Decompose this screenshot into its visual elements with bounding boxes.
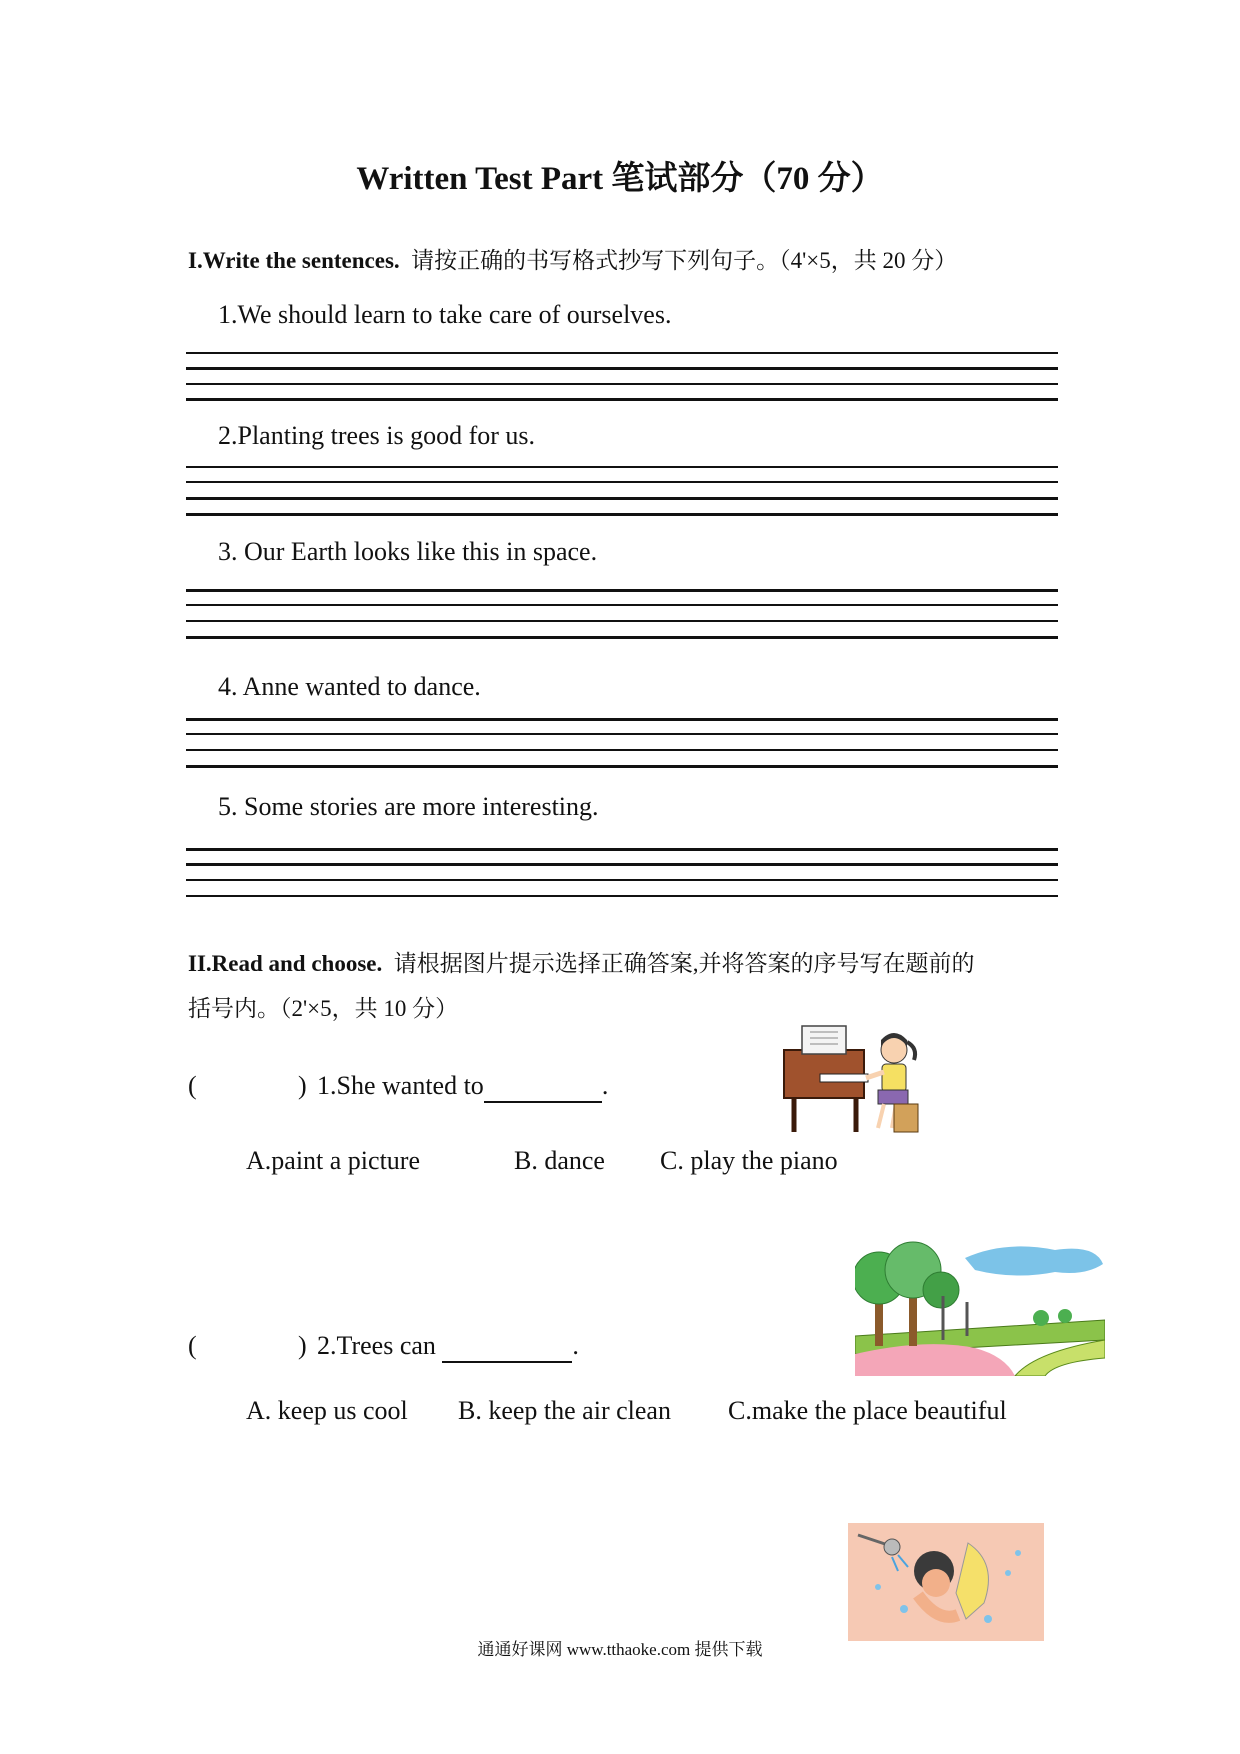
question-2-option-c: C.make the place beautiful: [728, 1396, 1007, 1425]
question-2-answer-slot[interactable]: [200, 1330, 290, 1364]
page-title: Written Test Part 笔试部分（70 分）: [356, 161, 884, 197]
girl-playing-piano-image: [780, 1020, 930, 1138]
writing-lines-4[interactable]: [186, 718, 1058, 768]
park-with-trees-image: [855, 1236, 1105, 1376]
question-2-text: 2.Trees can: [317, 1331, 436, 1360]
sentence-1: 1.We should learn to take care of ourselves.: [218, 300, 672, 329]
writing-lines-5[interactable]: [186, 848, 1058, 898]
question-2: [317, 1331, 579, 1363]
question-2-end: .: [572, 1331, 579, 1360]
sentence-5: 5. Some stories are more interesting.: [218, 792, 599, 821]
section1-label: I.Write the sentences.: [188, 248, 400, 273]
writing-lines-2[interactable]: [186, 466, 1058, 516]
question-2-paren-open: (: [188, 1331, 197, 1360]
section2-instruction-line2: 括号内。（2'×5，共 10 分）: [188, 996, 459, 1021]
section1-instruction: 请按正确的书写格式抄写下列句子。（4'×5，共 20 分）: [411, 248, 958, 273]
question-1-answer-slot[interactable]: [200, 1070, 290, 1104]
writing-lines-1[interactable]: [186, 352, 1058, 402]
section2-label: II.Read and choose.: [188, 951, 383, 976]
sentence-3: 3. Our Earth looks like this in space.: [218, 537, 598, 566]
writing-lines-3[interactable]: [186, 589, 1058, 639]
question-2-option-a: A. keep us cool: [246, 1396, 408, 1425]
question-1-option-a: A.paint a picture: [246, 1146, 420, 1175]
question-2-paren-close: ): [298, 1331, 307, 1360]
question-1-end: .: [601, 1071, 609, 1100]
question-1-blank[interactable]: [484, 1071, 602, 1103]
section2-header: [188, 945, 975, 978]
question-1: [317, 1071, 608, 1103]
sentence-2: 2.Planting trees is good for us.: [218, 421, 536, 450]
question-1-option-c: C. play the piano: [660, 1146, 838, 1175]
boy-taking-shower-image: [848, 1523, 1044, 1641]
sentence-4: 4. Anne wanted to dance.: [218, 672, 481, 701]
section2-instruction-line1: 请根据图片提示选择正确答案,并将答案的序号写在题前的: [393, 951, 975, 976]
footer-text: 通通好课网 www.tthaoke.com 提供下载: [477, 1640, 763, 1659]
question-1-paren-close: ): [298, 1071, 307, 1100]
question-2-blank[interactable]: [442, 1331, 572, 1363]
question-2-option-b: B. keep the air clean: [458, 1396, 671, 1425]
question-1-paren-open: (: [188, 1071, 197, 1100]
question-1-text: 1.She wanted to: [317, 1071, 484, 1100]
section1-header: [188, 242, 957, 275]
question-1-option-b: B. dance: [514, 1146, 605, 1175]
